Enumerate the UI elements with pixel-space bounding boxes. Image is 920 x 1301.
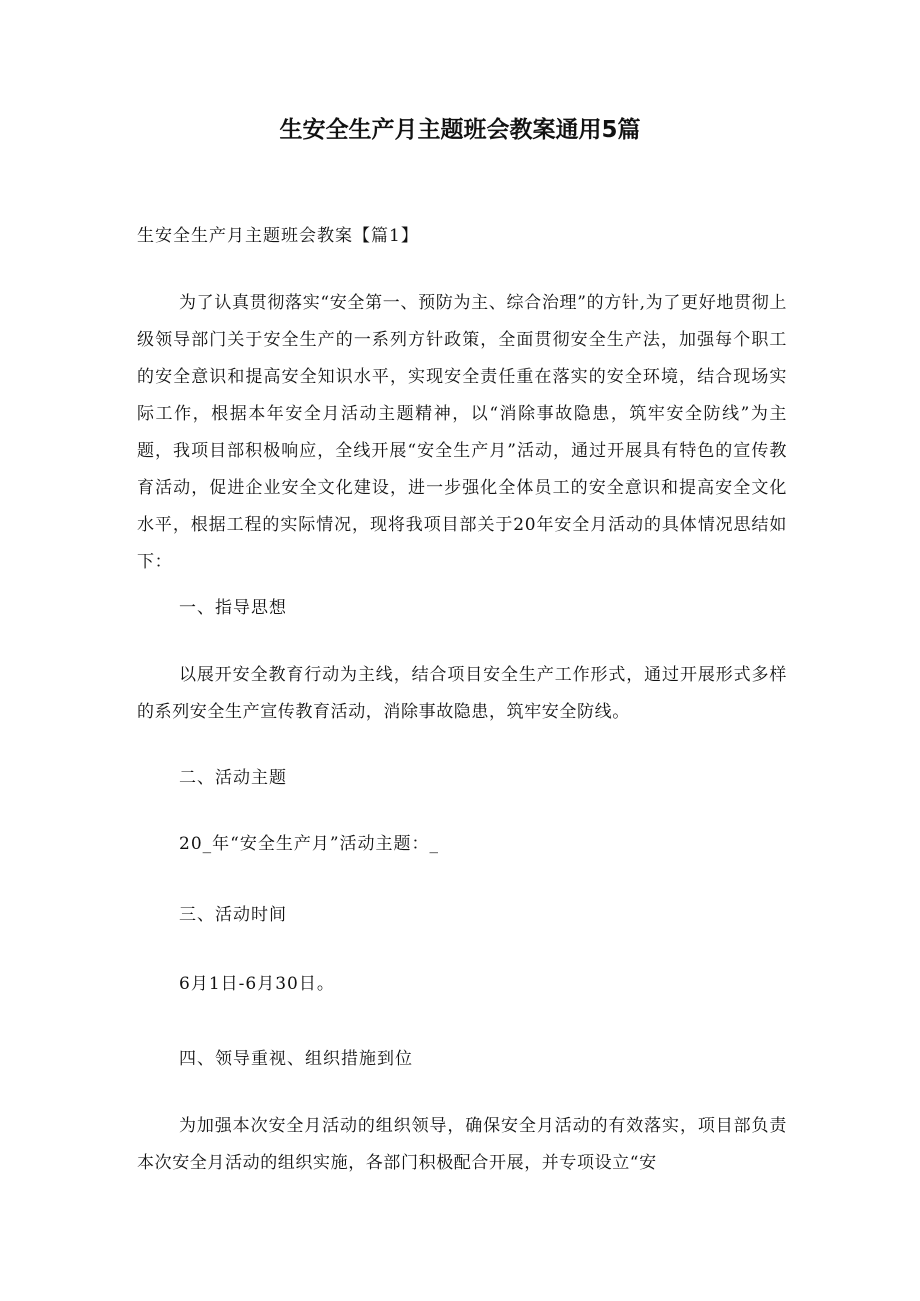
heading-guiding-ideology: 一、指导思想 <box>179 598 287 618</box>
heading-activity-time: 三、活动时间 <box>179 905 287 925</box>
document-title: 生安全生产月主题班会教案通用5篇 <box>279 117 641 143</box>
section-title: 生安全生产月主题班会教案【篇1】 <box>137 226 419 246</box>
heading-activity-theme: 二、活动主题 <box>179 768 287 788</box>
heading-leadership-organization: 四、领导重视、组织措施到位 <box>179 1049 413 1069</box>
activity-theme-line: 20_年“安全生产月”活动主题：_ <box>179 834 440 854</box>
leadership-paragraph: 为加强本次安全月活动的组织领导，确保安全月活动的有效落实，项目部负责本次安全月活动的组织实施，各部门积极配合开展，并专项设立“安 <box>137 1116 787 1173</box>
intro-paragraph: 为了认真贯彻落实“安全第一、预防为主、综合治理”的方针,为了更好地贯彻上级领导部门关于安全生产的一系列方针政策，全面贯彻安全生产法，加强每个职工的安全意识和提高安全知识水平，实现安全责任重在落实的安全环境，结合现场实际工作，根据本年安全月活动主题精神，以“消除事故隐患，筑牢安全防线”为主题，我项目部积极响应，全线开展“安全生产月”活动，通过开展具有特色的宣传教育活动，促进企业安全文化建设，进一步强化全体员工的安全意识和提高安全文化水平，根据工程的实际情况，现将我项目部关于20年安全月活动的具体情况思结如下： <box>137 293 787 572</box>
activity-time-line: 6月1日-6月30日。 <box>179 974 335 994</box>
guiding-ideology-paragraph: 以展开安全教育行动为主线，结合项目安全生产工作形式，通过开展形式多样的系列安全生产宣传教育活动，消除事故隐患，筑牢安全防线。 <box>137 665 787 722</box>
